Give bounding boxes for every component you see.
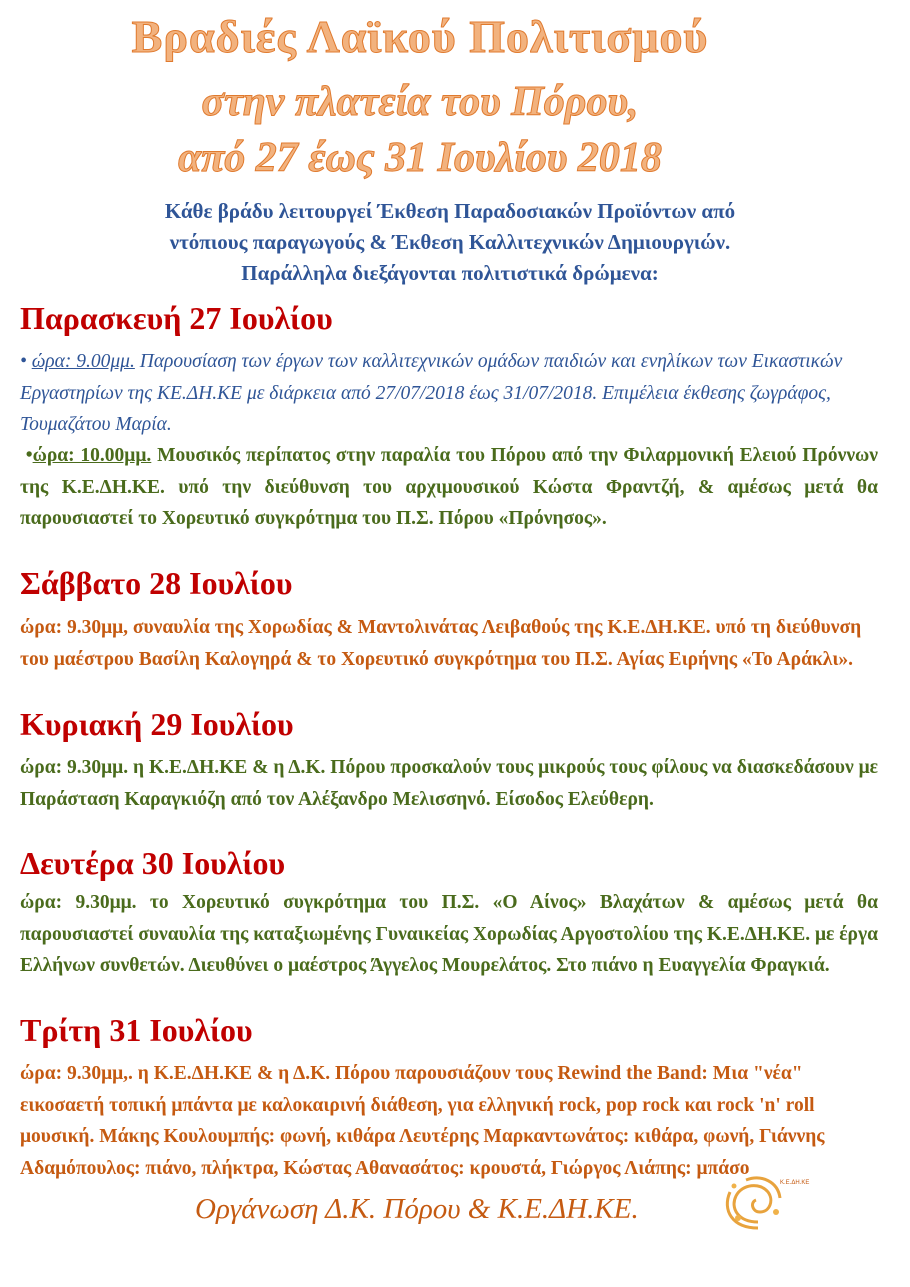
day-heading-monday: Δευτέρα 30 Ιουλίου bbox=[20, 845, 286, 881]
day-heading-sunday: Κυριακή 29 Ιουλίου bbox=[20, 706, 294, 742]
sunday-event: ώρα: 9.30μμ. η Κ.Ε.ΔΗ.ΚΕ & η Δ.Κ. Πόρου προσκαλούν τους μικρούς τους φίλους να διασκεδάσουν με Παράσταση Καραγκιόζη από τον Αλέξανδρο Μελισσηνό. Είσοδος Ελεύθερη. bbox=[20, 757, 878, 810]
day-heading-friday: Παρασκευή 27 Ιουλίου bbox=[20, 300, 333, 336]
organizer-credit: Οργάνωση Δ.Κ. Πόρου & Κ.Ε.ΔΗ.ΚΕ. bbox=[195, 1193, 639, 1225]
kedike-logo-icon bbox=[718, 1172, 810, 1236]
intro-line-2: ντόπιους παραγωγούς & Έκθεση Καλλιτεχνικών Δημιουργιών. bbox=[169, 230, 731, 254]
tuesday-event: ώρα: 9.30μμ,. η Κ.Ε.ΔΗ.ΚΕ & η Δ.Κ. Πόρου παρουσιάζουν τους Rewind the Band: Μια "νέα" εικοσαετή τοπική μπάντα με καλοκαιρινή διάθεση, για ελληνική rock, pop rock και rock 'n' roll μουσική. Μάκης Κουλουμπής: φωνή, κιθάρα Λευτέρης Μαρκαντωνάτος: κιθάρα, φωνή, Γιάννης Αδαμόπουλος: πιάνο, πλήκτρα, Κώστας Αθανασάτος: κρουστά, Γιώργος Λιάπης: μπάσο bbox=[20, 1063, 825, 1179]
friday-event-2-time: ώρα: 10.00μμ. bbox=[32, 445, 152, 466]
friday-event-2: •ώρα: 10.00μμ. Μουσικός περίπατος στην παραλία του Πόρου από την Φιλαρμονική Ελειού Πρόννων της Κ.Ε.ΔΗ.ΚΕ. υπό την διεύθυνση του αρχιμουσικού Κώστα Φραντζή, & αμέσως μετά θα παρουσιαστεί το Χορευτικό συγκρότημα του Π.Σ. Πόρου «Πρόνησος». bbox=[20, 445, 879, 529]
friday-event-1-text: Παρουσίαση των έργων των καλλιτεχνικών ομάδων παιδιών και ενηλίκων των Εικαστικών Εργαστηρίων της ΚΕ.ΔΗ.ΚΕ με διάρκεια από 27/07/2018 έως 31/07/2018. Επιμέλεια έκθεσης ζωγράφος, Τουμαζάτου Μαρία. bbox=[20, 351, 843, 435]
friday-event-1: • ώρα: 9.00μμ. Παρουσίαση των έργων των καλλιτεχνικών ομάδων παιδιών και ενηλίκων των Εικαστικών Εργαστηρίων της ΚΕ.ΔΗ.ΚΕ με διάρκεια από 27/07/2018 έως 31/07/2018. Επιμέλεια έκθεσης ζωγράφος, Τουμαζάτου Μαρία. bbox=[20, 351, 843, 435]
intro-line-3: Παράλληλα διεξάγονται πολιτιστικά δρώμενα: bbox=[241, 261, 659, 285]
day-heading-saturday: Σάββατο 28 Ιουλίου bbox=[20, 565, 293, 601]
saturday-event: ώρα: 9.30μμ, συναυλία της Χορωδίας & Μαντολινάτας Λειβαθούς της Κ.Ε.ΔΗ.ΚΕ. υπό τη διεύθυνση του μαέστρου Βασίλη Καλογηρά & το Χορευτικό συγκρότημα του Π.Σ. Αγίας Ειρήνης «Το Αράκλι». bbox=[20, 617, 862, 670]
subtitle-location: στην πλατεία του Πόρου, bbox=[201, 79, 639, 125]
monday-event: ώρα: 9.30μμ. το Χορευτικό συγκρότημα του Π.Σ. «Ο Αίνος» Βλαχάτων & αμέσως μετά θα παρουσιαστεί συναυλία της καταξιωμένης Γυναικείας Χορωδίας Αργοστολίου της Κ.Ε.ΔΗ.ΚΕ. με έργα Ελλήνων συνθετών. Διευθύνει ο μαέστρος Άγγελος Μουρελάτος. Στο πιάνο η Ευαγγελία Φραγκιά. bbox=[20, 892, 878, 976]
logo-text: Κ.Ε.ΔΗ.ΚΕ bbox=[780, 1180, 810, 1186]
friday-event-2-text: Μουσικός περίπατος στην παραλία του Πόρου από την Φιλαρμονική Ελειού Πρόννων της Κ.Ε.ΔΗ.ΚΕ. υπό την διεύθυνση του αρχιμουσικού Κώστα Φραντζή, & αμέσως μετά θα παρουσιαστεί το Χορευτικό συγκρότημα του Π.Σ. Πόρου «Πρόνησος». bbox=[20, 445, 879, 529]
day-heading-tuesday: Τρίτη 31 Ιουλίου bbox=[20, 1012, 253, 1048]
friday-event-1-time: ώρα: 9.00μμ. bbox=[31, 351, 135, 372]
subtitle-dates: από 27 έως 31 Ιουλίου 2018 bbox=[178, 135, 662, 181]
page-title: Βραδιές Λαϊκού Πολιτισμού bbox=[131, 11, 709, 62]
intro-line-1: Κάθε βράδυ λειτουργεί Έκθεση Παραδοσιακών Προϊόντων από bbox=[164, 199, 736, 223]
